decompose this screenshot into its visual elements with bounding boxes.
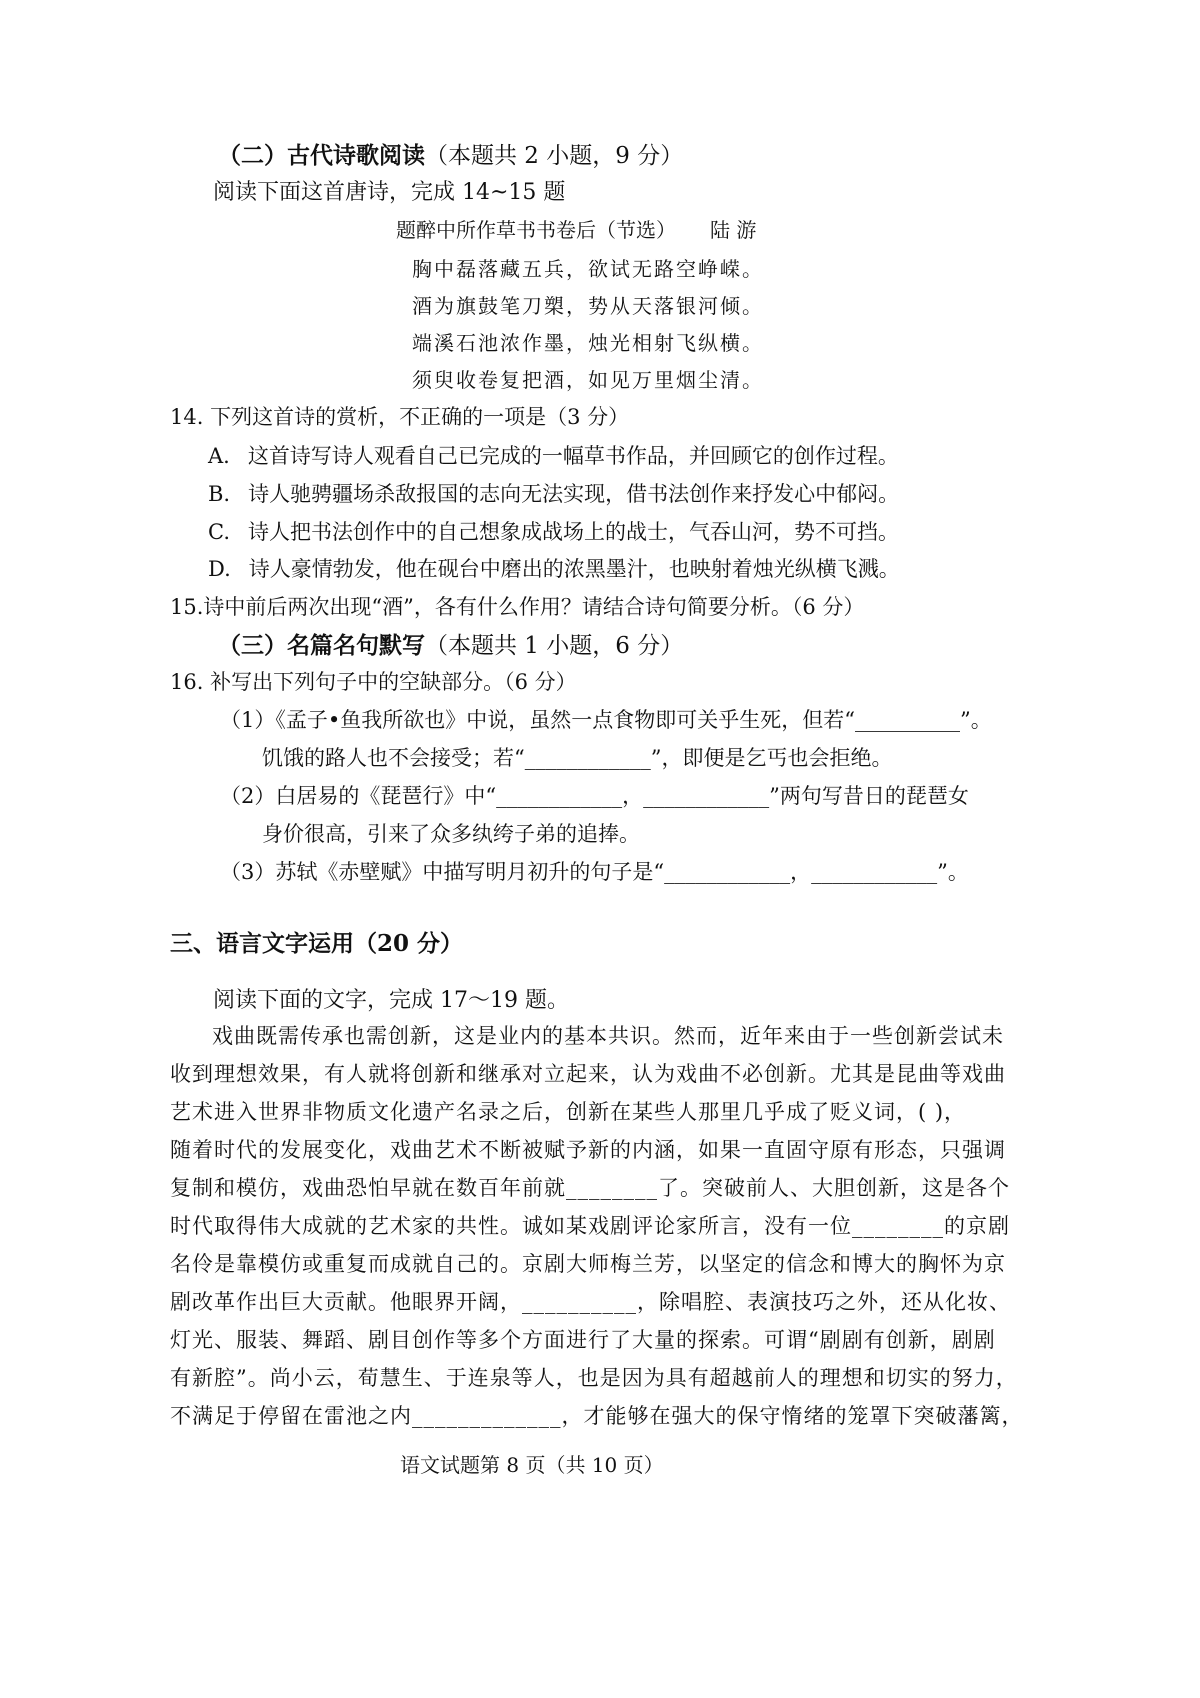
language-instruction: 阅读下面的文字，完成 17～19 题。 bbox=[213, 988, 569, 1013]
option-label: C. bbox=[208, 520, 230, 544]
option-label: B. bbox=[208, 482, 231, 506]
passage-line: 戏曲既需传承也需创新，这是业内的基本共识。然而，近年来由于一些创新尝试未 bbox=[212, 1024, 1004, 1048]
passage-line: 时代取得伟大成就的艺术家的共性。诚如某戏剧评论家所言，没有一位________的京剧 bbox=[170, 1214, 1010, 1238]
passage-line: 名伶是靠模仿或重复而成就自己的。京剧大师梅兰芳，以坚定的信念和博大的胸怀为京 bbox=[170, 1252, 1006, 1276]
poem-title: 题醉中所作草书书卷后（节选） bbox=[396, 218, 676, 242]
option-label: D. bbox=[208, 557, 231, 581]
poem-line: 端溪石池浓作墨，烛光相射飞纵横。 bbox=[412, 331, 764, 355]
passage-line: 不满足于停留在雷池之内_____________，才能够在强大的保守惰绪的笼罩下突破藩篱， bbox=[170, 1404, 1024, 1428]
q14-option-a bbox=[208, 444, 899, 469]
option-label: A. bbox=[208, 444, 230, 468]
q14-option-c bbox=[208, 520, 899, 545]
option-text: 诗人驰骋疆场杀敌报国的志向无法实现，借书法创作来抒发心中郁闷。 bbox=[248, 482, 900, 506]
dictation-section-heading bbox=[218, 632, 683, 661]
dictation-section-title: （三）名篇名句默写 bbox=[218, 632, 425, 659]
poem-author: 陆 游 bbox=[710, 218, 757, 242]
q16-item-1-line-2: 饥饿的路人也不会接受；若“____________”，即便是乞丐也会拒绝。 bbox=[262, 746, 893, 770]
q14-option-d bbox=[208, 557, 900, 582]
q16-item-1-line-1: （1）《孟子•鱼我所欲也》中说，虽然一点食物即可关乎生死，但若“__________”。 bbox=[220, 708, 992, 732]
passage-line: 收到理想效果，有人就将创新和继承对立起来，认为戏曲不必创新。尤其是昆曲等戏曲 bbox=[170, 1062, 1006, 1086]
poem-line: 酒为旗鼓笔刀槊，势从天落银河倾。 bbox=[412, 294, 764, 318]
poetry-instruction: 阅读下面这首唐诗，完成 14~15 题 bbox=[213, 180, 566, 205]
passage-line: 随着时代的发展变化，戏曲艺术不断被赋予新的内涵，如果一直固守原有形态，只强调 bbox=[170, 1138, 1006, 1162]
poetry-section-note: （本题共 2 小题，9 分） bbox=[425, 143, 684, 169]
option-text: 诗人把书法创作中的自己想象成战场上的战士，气吞山河，势不可挡。 bbox=[248, 520, 899, 544]
poetry-section-title: （二）古代诗歌阅读 bbox=[218, 142, 425, 169]
page-footer: 语文试题第 8 页（共 10 页） bbox=[400, 1453, 664, 1477]
poetry-section-heading bbox=[218, 142, 683, 171]
question-14-stem: 14. 下列这首诗的赏析，不正确的一项是（3 分） bbox=[170, 405, 630, 429]
passage-line: 艺术进入世界非物质文化遗产名录之后，创新在某些人那里几乎成了贬义词，( )， bbox=[170, 1100, 967, 1124]
q16-item-2-line-2: 身价很高，引来了众多纨绔子弟的追捧。 bbox=[262, 822, 640, 846]
dictation-section-note: （本题共 1 小题，6 分） bbox=[425, 633, 684, 659]
question-15-stem: 15.诗中前后两次出现“酒”，各有什么作用？请结合诗句简要分析。（6 分） bbox=[170, 595, 865, 619]
passage-line: 复制和模仿，戏曲恐怕早就在数百年前就________了。突破前人、大胆创新，这是各个 bbox=[170, 1176, 1010, 1200]
option-text: 这首诗写诗人观看自己已完成的一幅草书作品，并回顾它的创作过程。 bbox=[247, 444, 899, 468]
q16-item-3-line-1: （3）苏轼《赤壁赋》中描写明月初升的句子是“____________，____________”。 bbox=[220, 860, 969, 884]
poem-line: 须臾收卷复把酒，如见万里烟尘清。 bbox=[412, 368, 764, 392]
passage-line: 剧改革作出巨大贡献。他眼界开阔，__________，除唱腔、表演技巧之外，还从化妆、 bbox=[170, 1290, 1011, 1314]
passage-line: 有新腔”。尚小云，荀慧生、于连泉等人，也是因为具有超越前人的理想和切实的努力， bbox=[170, 1366, 1018, 1390]
language-section-title: 三、语言文字运用（20 分） bbox=[170, 930, 464, 957]
option-text: 诗人豪情勃发，他在砚台中磨出的浓黑墨汁，也映射着烛光纵横飞溅。 bbox=[248, 557, 900, 581]
poem-title-line bbox=[396, 218, 756, 242]
poem-line: 胸中磊落藏五兵，欲试无路空峥嵘。 bbox=[412, 257, 764, 281]
passage-line: 灯光、服装、舞蹈、剧目创作等多个方面进行了大量的探索。可谓“剧剧有创新，剧剧 bbox=[170, 1328, 996, 1352]
q14-option-b bbox=[208, 482, 899, 507]
q16-item-2-line-1: （2）白居易的《琵琶行》中“____________，____________”两句写昔日的琵琶女 bbox=[220, 784, 969, 808]
question-16-stem: 16. 补写出下列句子中的空缺部分。（6 分） bbox=[170, 670, 577, 694]
